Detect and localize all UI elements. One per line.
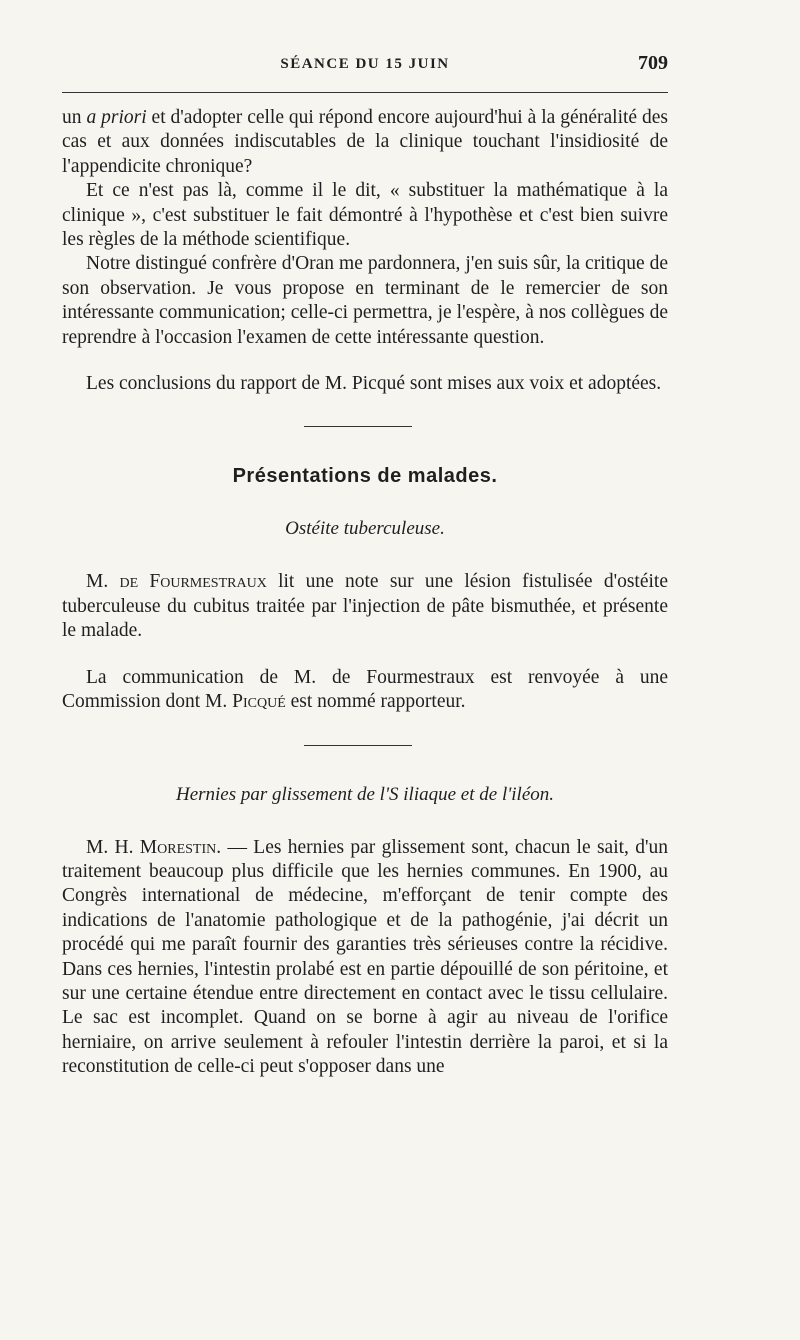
author-morestin: M. H. Morestin. (86, 836, 222, 858)
sub2-b: l'S (379, 783, 399, 805)
paragraph-fourmestraux (62, 570, 668, 643)
spacer (62, 644, 668, 666)
spacer (62, 427, 668, 465)
spacer (62, 806, 668, 836)
paragraph-morestin (62, 836, 668, 1080)
page-number: 709 (638, 52, 668, 74)
paragraph-conclusions: Les conclusions du rapport de M. Picqué sont mises aux voix et adoptées. (86, 373, 662, 395)
sub2-a: Hernies par glissement de (175, 783, 380, 805)
paragraph-mathematique: Et ce n'est pas là, comme il le dit, « substituer la mathématique à la clinique », c'est substituer le fait démontré à l'hypothèse et c'est bien suivre les règles de la méthode scientifique. (62, 180, 668, 251)
para1-start: un (62, 107, 87, 128)
rapporteur-name: Picqué (232, 691, 286, 713)
para1-italic-apriori: a priori (86, 107, 147, 128)
p6-end: est nommé rapporteur. (285, 691, 466, 713)
spacer (62, 350, 668, 372)
subtitle-osteite: Ostéite tuberculeuse. (285, 518, 445, 540)
paragraph-apriori (62, 106, 668, 179)
subtitle-hernies (62, 784, 668, 806)
page-header (62, 52, 668, 82)
spacer (62, 746, 668, 784)
author-fourmestraux: M. de Fourmestraux (86, 571, 267, 593)
spacer (62, 488, 668, 518)
spacer (62, 540, 668, 570)
page-body (62, 106, 668, 1080)
spacer (62, 715, 668, 745)
sub2-c: iliaque et de (398, 783, 502, 805)
sub2-e: . (549, 783, 555, 805)
p7-text: — Les hernies par glissement sont, chacun le sait, d'un traitement beaucoup plus difficile que les hernies communes. En 1900, au Congrès international de médecine, m'efforçant de tenir compte des indications de l'anatomie pathologique et de la pathogénie, j'ai décrit un procédé qui me paraît fournir des garanties très sérieuses contre la récidive. Dans ces hernies, l'intestin prolabé est en partie dépouillé de son péritoine, et sur une certaine étendue entre directement en contact avec le tissu cellulaire. Le sac est incomplet. Quand on se borne à agir au niveau de l'orifice herniaire, on arrive seulement à refouler l'intestin derrière la paroi, et si la reconstitution de celle-ci peut s'opposer dans une (62, 836, 668, 1078)
sub2-d: l'iléon (501, 783, 550, 805)
spacer (62, 396, 668, 426)
p6-start: La communication de M. de Fourmestraux est renvoyée à une Commission dont M. (62, 666, 668, 713)
paragraph-commission (62, 666, 668, 715)
running-title: SÉANCE DU 15 JUIN (280, 56, 450, 72)
paragraph-oran: Notre distingué confrère d'Oran me pardonnera, j'en suis sûr, la critique de son observation. Je vous propose en terminant de le remercier de son intéressante communication; celle-ci permettra, je l'espère, à nos collègues de reprendre à l'occasion l'examen de cette intéressante question. (62, 253, 668, 348)
header-rule (62, 92, 668, 93)
section-title: Présentations de malades. (232, 465, 498, 488)
para1-rest: et d'adopter celle qui répond encore aujourd'hui à la généralité des cas et aux données indiscutables de la clinique touchant l'insidiosité de l'appendicite chronique? (62, 107, 668, 177)
p5-text: lit une note sur une lésion fistulisée d'ostéite tuberculeuse du cubitus traitée par l'injection de pâte bismuthée, et présente le malade. (62, 571, 668, 642)
